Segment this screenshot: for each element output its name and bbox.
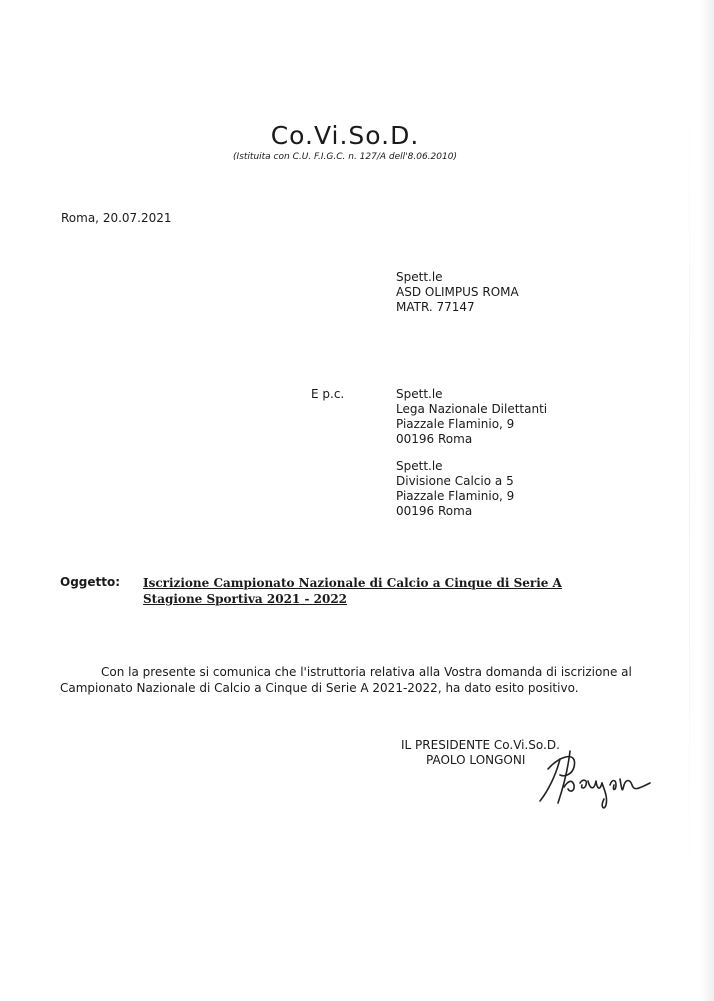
body-line-1: Con la presente si comunica che l'istruttoria relativa alla Vostra domanda di iscrizione al — [101, 665, 632, 679]
cc-recipient-block — [396, 459, 514, 519]
subject-line-2: Stagione Sportiva 2021 - 2022 — [143, 592, 348, 606]
signature-name: PAOLO LONGONI — [426, 753, 526, 767]
signature-role: IL PRESIDENTE Co.Vi.So.D. — [401, 738, 560, 752]
recipient-line: Spett.le — [396, 270, 443, 284]
page-edge-shadow — [700, 0, 714, 1001]
cc-label: E p.c. — [311, 387, 345, 401]
subject-text — [143, 575, 562, 607]
cc-recipient-line: 00196 Roma — [396, 432, 473, 446]
body-line-2: Campionato Nazionale di Calcio a Cinque di Serie A 2021-2022, ha dato esito positivo. — [60, 681, 579, 695]
document-subtitle: (Istituita con C.U. F.I.G.C. n. 127/A dell'8.06.2010) — [233, 152, 457, 162]
document-title: Co.Vi.So.D. — [270, 121, 420, 150]
recipient-line: MATR. 77147 — [396, 300, 475, 314]
paper-fold-line — [689, 40, 690, 940]
cc-recipient-line: Lega Nazionale Dilettanti — [396, 402, 548, 416]
cc-recipient-line: Spett.le — [396, 459, 443, 473]
recipient-line: ASD OLIMPUS ROMA — [396, 285, 519, 299]
handwritten-signature — [530, 745, 660, 815]
cc-recipient-line: Piazzale Flaminio, 9 — [396, 417, 515, 431]
cc-recipient-line: Divisione Calcio a 5 — [396, 474, 514, 488]
place-date: Roma, 20.07.2021 — [61, 211, 172, 225]
recipient-block — [396, 270, 519, 315]
cc-recipient-line: Piazzale Flaminio, 9 — [396, 489, 515, 503]
subject-label: Oggetto: — [60, 575, 121, 589]
cc-recipient-line: 00196 Roma — [396, 504, 473, 518]
subject-line-1: Iscrizione Campionato Nazionale di Calcio a Cinque di Serie A — [143, 576, 562, 590]
cc-recipient-line: Spett.le — [396, 387, 443, 401]
cc-recipient-block — [396, 387, 547, 447]
